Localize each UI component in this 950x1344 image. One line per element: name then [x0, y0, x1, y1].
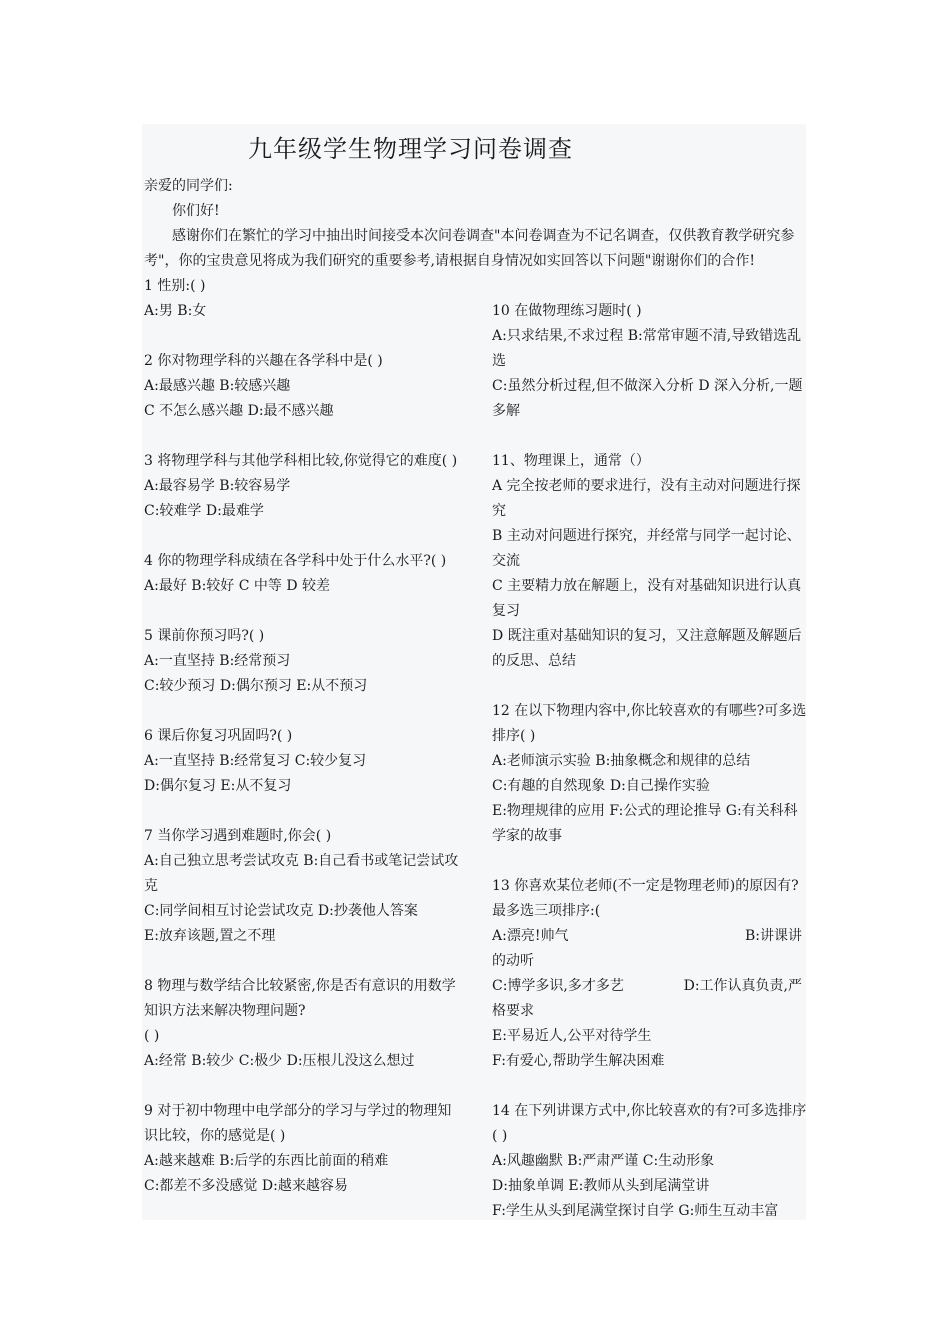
question-text: 13 你喜欢某位老师(不一定是物理老师)的原因有?最多选三项排序:( [492, 878, 799, 919]
spacer [144, 1074, 460, 1099]
left-column [144, 274, 460, 1199]
option-text: E:放弃该题,置之不理 [144, 928, 276, 944]
option-text: A:风趣幽默 B:严肃严谨 C:生动形象 [492, 1153, 715, 1169]
option-text: A:经常 B:较少 C:极少 D:压根儿没这么想过 [144, 1053, 415, 1069]
page-title: 九年级学生物理学习问卷调查 [248, 135, 573, 163]
question-block [492, 874, 810, 1074]
option-text: B:讲课讲 [744, 928, 802, 944]
option-text: C:较难学 D:最难学 [144, 503, 264, 519]
option-text: C 主要精力放在解题上，没有对基础知识进行认真复习 [492, 578, 802, 619]
question-block [492, 699, 810, 849]
question-block [492, 449, 810, 674]
option-text: A:自己独立思考尝试攻克 B:自己看书或笔记尝试攻克 [144, 853, 459, 894]
question-block [144, 274, 460, 324]
option-text: D:抽象单调 E:教师从头到尾满堂讲 [492, 1178, 710, 1194]
option-text: A:老师演示实验 B:抽象概念和规律的总结 [492, 753, 751, 769]
spacer [144, 524, 460, 549]
question-block [144, 824, 460, 949]
option-text: A:一直坚持 B:经常预习 [144, 653, 291, 669]
option-text: A:最好 B:较好 C 中等 D 较差 [144, 578, 331, 594]
option-text: B 主动对问题进行探究，并经常与同学一起讨论、交流 [492, 528, 801, 569]
question-text: 14 在下列讲课方式中,你比较喜欢的有?可多选排序( ) [492, 1103, 807, 1144]
option-text: A 完全按老师的要求进行，没有主动对问题进行探究 [492, 478, 801, 519]
spacer [144, 949, 460, 974]
right-column [492, 299, 810, 1224]
question-block [492, 299, 810, 424]
option-text: A:一直坚持 B:经常复习 C:较少复习 [144, 753, 367, 769]
option-text: C:同学间相互讨论尝试攻克 D:抄袭他人答案 [144, 903, 418, 919]
option-text: C:博学多识,多才多艺 [492, 978, 624, 994]
question-block [144, 1099, 460, 1199]
question-text: 5 课前你预习吗?( ) [144, 628, 265, 644]
option-text: A:漂亮!帅气 [492, 928, 569, 944]
question-text: 12 在以下物理内容中,你比较喜欢的有哪些?可多选排序( ) [492, 703, 807, 744]
spacer [144, 424, 460, 449]
spacer [144, 324, 460, 349]
option-text: 格要求 [492, 1003, 534, 1019]
option-text: E:平易近人,公平对待学生 [492, 1028, 652, 1044]
option-text: A:最感兴趣 B:较感兴趣 [144, 378, 291, 394]
question-text: 2 你对物理学科的兴趣在各学科中是( ) [144, 353, 383, 369]
spacer [144, 799, 460, 824]
spacer [492, 674, 810, 699]
option-text: C:有趣的自然现象 D:自己操作实验 [492, 778, 710, 794]
option-text: C:虽然分析过程,但不做深入分析 D 深入分析,一题多解 [492, 378, 803, 419]
question-block [144, 974, 460, 1074]
greeting: 亲爱的同学们: [144, 178, 233, 194]
option-text: F:学生从头到尾满堂探讨自学 G:师生互动丰富 [492, 1203, 779, 1219]
option-text: D 既注重对基础知识的复习，又注意解题及解题后的反思、总结 [492, 628, 802, 669]
spacer [492, 1074, 810, 1099]
option-text: A:越来越难 B:后学的东西比前面的稍难 [144, 1153, 389, 1169]
option-text: C 不怎么感兴趣 D:最不感兴趣 [144, 403, 334, 419]
question-text: 4 你的物理学科成绩在各学科中处于什么水平?( ) [144, 553, 447, 569]
option-row [492, 999, 810, 1024]
spacer [144, 599, 460, 624]
question-text: 3 将物理学科与其他学科相比较,你觉得它的难度( ) [144, 453, 458, 469]
question-text: 11、物理课上，通常（） [492, 453, 650, 469]
option-text: D:偶尔复习 E:从不复习 [144, 778, 292, 794]
question-block [144, 724, 460, 799]
option-row [492, 1024, 810, 1049]
option-text: E:物理规律的应用 F:公式的理论推导 G:有关科科学家的故事 [492, 803, 798, 844]
spacer [492, 849, 810, 874]
question-text: 6 课后你复习巩固吗?( ) [144, 728, 293, 744]
option-text: F:有爱心,帮助学生解决困难 [492, 1053, 665, 1069]
option-row [492, 1049, 810, 1074]
option-text: C:都差不多没感觉 D:越来越容易 [144, 1178, 348, 1194]
question-text: 7 当你学习遇到难题时,你会( ) [144, 828, 332, 844]
intro [144, 174, 812, 274]
option-text: C:较少预习 D:偶尔预习 E:从不预习 [144, 678, 368, 694]
question-text: 10 在做物理练习题时( ) [492, 303, 642, 319]
spacer [492, 424, 810, 449]
option-text: ( ) [144, 1028, 160, 1044]
option-text: A:只求结果,不求过程 B:常常审题不清,导致错选乱选 [492, 328, 802, 369]
question-block [144, 624, 460, 699]
option-row [492, 949, 810, 974]
question-block [492, 1099, 810, 1224]
option-row [492, 924, 810, 949]
question-text: 1 性别:( ) [144, 278, 206, 294]
question-text: 8 物理与数学结合比较紧密,你是否有意识的用数学知识方法来解决物理问题? [144, 978, 456, 1019]
spacer [144, 699, 460, 724]
hello: 你们好! [172, 203, 220, 219]
intro-text: 感谢你们在繁忙的学习中抽出时间接受本次问卷调查"本问卷调查为不记名调查，仅供教育教学研究参考"，你的宝贵意见将成为我们研究的重要参考,请根据自身情况如实回答以下问题"谢谢你们的合作! [144, 228, 795, 269]
option-text: D:工作认真负责,严 [683, 978, 802, 994]
option-row [492, 974, 810, 999]
option-text: 的动听 [492, 953, 534, 969]
question-text: 9 对于初中物理中电学部分的学习与学过的物理知识比较，你的感觉是( ) [144, 1103, 452, 1144]
question-block [144, 349, 460, 424]
option-text: A:最容易学 B:较容易学 [144, 478, 291, 494]
option-text: A:男 B:女 [144, 303, 207, 319]
question-block [144, 449, 460, 524]
question-block [144, 549, 460, 599]
